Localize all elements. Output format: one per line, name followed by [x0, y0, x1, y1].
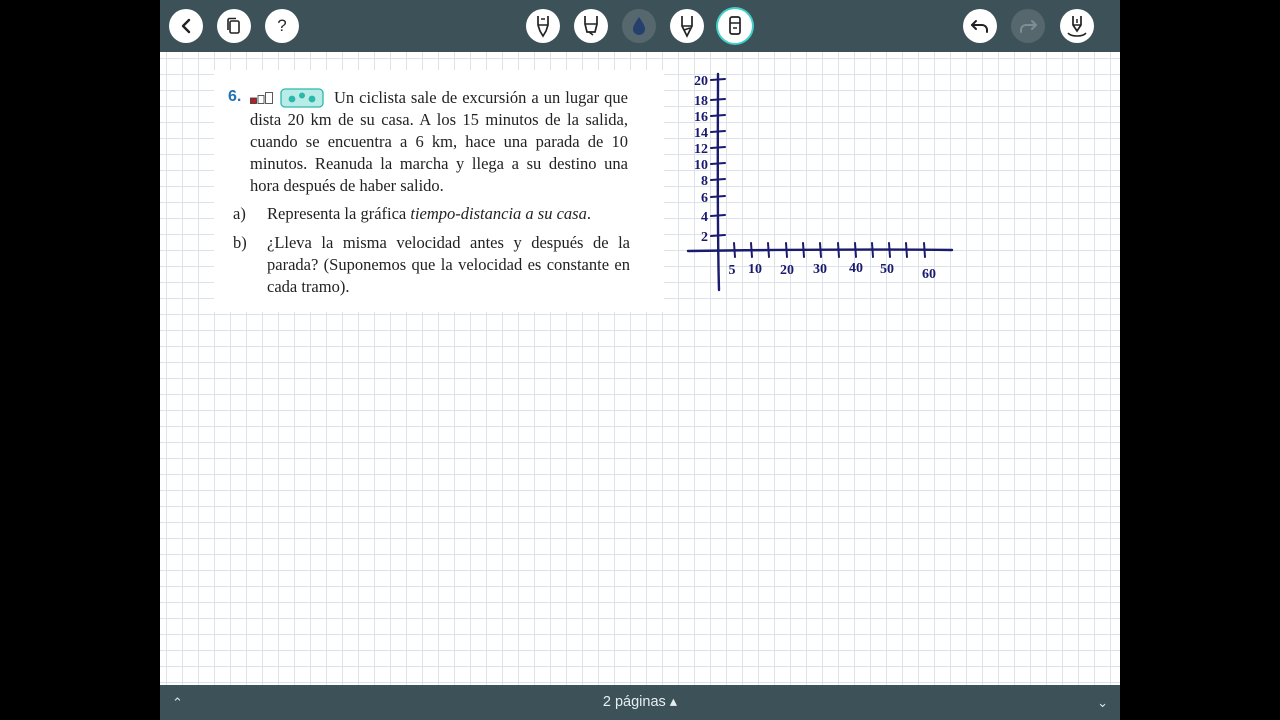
y-tick	[711, 215, 725, 216]
exercise-card	[214, 70, 664, 312]
x-tick-label: 5	[728, 263, 736, 278]
pencil-tool-button[interactable]	[670, 9, 704, 43]
exercise-part-b	[233, 232, 630, 298]
x-tick-label: 30	[813, 262, 827, 277]
x-tick	[889, 243, 890, 257]
y-tick-label: 14	[694, 126, 708, 141]
redo-button[interactable]	[1011, 9, 1045, 43]
pen-tool-button[interactable]	[526, 9, 560, 43]
undo-icon	[970, 17, 990, 35]
y-tick-label: 4	[701, 210, 708, 225]
pages-button[interactable]	[217, 9, 251, 43]
y-tick	[711, 99, 725, 100]
y-tick	[711, 147, 725, 148]
marker-tool-button[interactable]	[574, 9, 608, 43]
x-tick-label: 40	[849, 261, 863, 276]
y-tick-label: 12	[694, 142, 708, 157]
x-tick-label: 50	[880, 262, 894, 277]
x-tick-label: 60	[922, 267, 936, 282]
part-a-text: Representa la gráfica	[267, 204, 411, 223]
y-tick-label: 20	[694, 74, 708, 89]
notebook-canvas[interactable]	[160, 52, 1120, 685]
help-label: ?	[277, 16, 287, 35]
y-tick-label: 10	[694, 158, 708, 173]
y-tick	[711, 131, 725, 132]
help-button[interactable]	[265, 9, 299, 43]
y-axis	[718, 74, 719, 290]
x-tick	[855, 243, 856, 257]
ink-drop-icon	[631, 15, 647, 37]
y-tick	[711, 179, 725, 180]
x-tick-label: 20	[780, 263, 794, 278]
x-tick	[924, 243, 925, 257]
exercise-statement: Un ciclista sale de excursión a un lugar que dista 20 km de su casa. A los 15 minutos de la salida, cuando se encuentra a 6 km, hace una parada de 10 minutos. Reanuda la marcha y llega a su destino una hora después de haber salido.	[250, 88, 628, 195]
pen-settings-icon	[1065, 14, 1089, 38]
eraser-tool-button[interactable]	[718, 9, 752, 43]
x-tick	[786, 243, 787, 257]
part-a-end: .	[586, 204, 591, 223]
y-tick	[711, 196, 725, 197]
part-a-italic: tiempo-distancia a su casa	[410, 204, 587, 223]
part-a-label: a)	[233, 204, 246, 223]
y-tick-label: 6	[701, 191, 708, 206]
pen-tool-icon	[533, 14, 553, 38]
part-b-text: ¿Lleva la misma velocidad antes y después de la parada? (Suponemos que la velocidad es constante en cada tramo).	[267, 233, 630, 296]
redo-icon	[1018, 17, 1038, 35]
y-tick-label: 8	[701, 174, 708, 189]
handwritten-graph	[680, 66, 960, 296]
x-tick	[751, 243, 752, 257]
copy-pages-icon	[225, 17, 243, 35]
y-tick-label: 18	[694, 94, 708, 109]
y-tick	[711, 115, 725, 116]
pencil-tool-icon	[677, 14, 697, 38]
x-tick	[803, 243, 804, 257]
y-tick-label: 2	[701, 230, 708, 245]
x-tick	[906, 243, 907, 257]
chevron-up-icon[interactable]: ⌃	[172, 695, 183, 710]
notes-app	[160, 0, 1120, 720]
x-tick	[872, 243, 873, 257]
pen-settings-button[interactable]	[1060, 9, 1094, 43]
exercise-part-a	[233, 203, 630, 225]
eraser-tool-icon	[725, 14, 745, 38]
part-b-label: b)	[233, 233, 247, 252]
y-tick	[711, 163, 725, 164]
x-tick	[838, 243, 839, 257]
chevron-down-icon[interactable]: ⌄	[1097, 695, 1108, 710]
x-tick	[768, 243, 769, 257]
chevron-left-icon	[179, 18, 193, 34]
undo-button[interactable]	[963, 9, 997, 43]
y-tick	[711, 79, 725, 80]
x-tick	[820, 243, 821, 257]
y-tick-label: 16	[694, 110, 708, 125]
page-count-selector[interactable]: 2 páginas ▴	[602, 694, 678, 710]
exercise-number: 6.	[228, 88, 242, 105]
marker-tool-icon	[581, 14, 601, 38]
y-tick	[711, 235, 725, 236]
back-button[interactable]	[169, 9, 203, 43]
x-tick-label: 10	[748, 262, 762, 277]
x-tick	[734, 243, 735, 257]
bottom-bar	[160, 685, 1120, 720]
ink-color-button[interactable]	[622, 9, 656, 43]
top-toolbar	[160, 0, 1120, 52]
